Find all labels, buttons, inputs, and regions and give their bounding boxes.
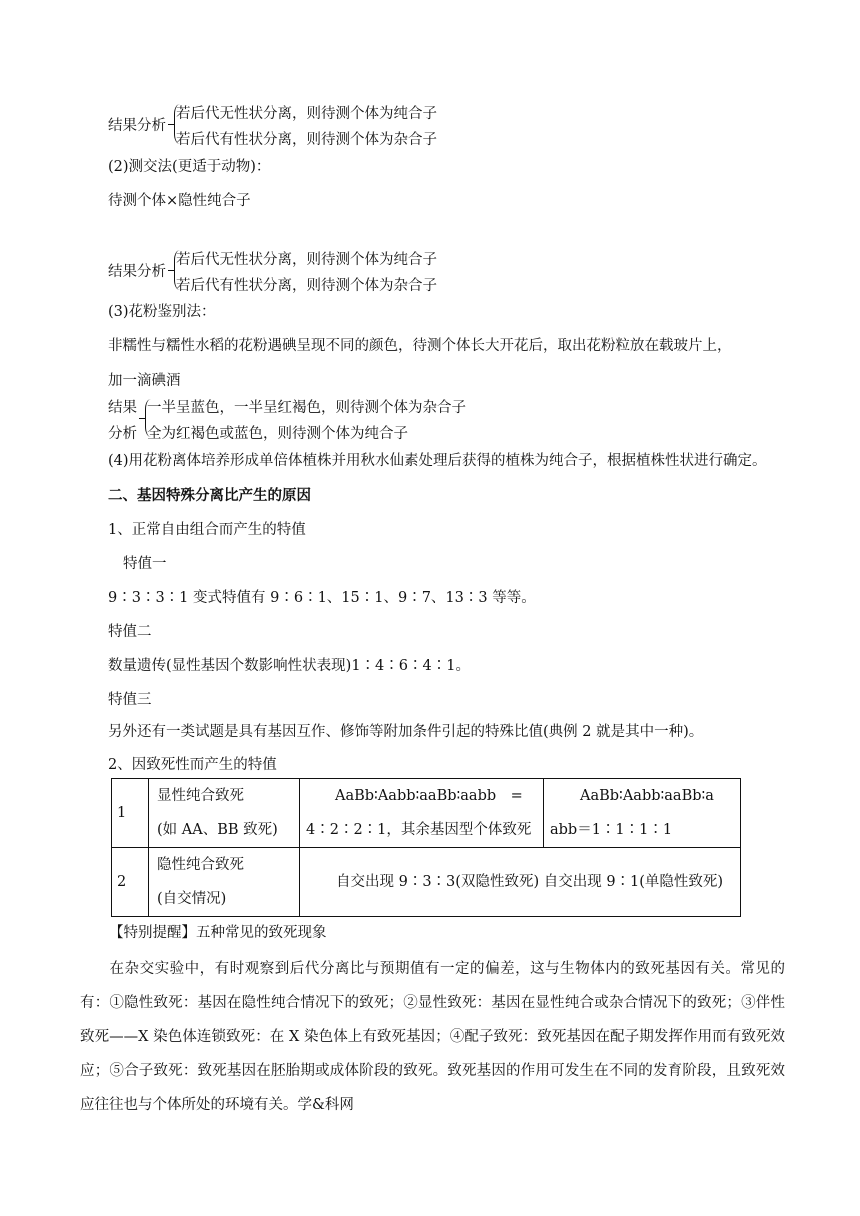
special-value-1-label: 特值一 bbox=[123, 556, 167, 572]
pollen-heading: (3)花粉鉴别法： bbox=[108, 304, 216, 320]
lethal-type: 隐性纯合致死 bbox=[157, 857, 244, 873]
pollen-result-label-top: 结果 bbox=[108, 400, 137, 416]
table-cell-merged bbox=[300, 848, 741, 917]
table-cell-ratio bbox=[300, 779, 544, 848]
special-value-3-label: 特值三 bbox=[108, 692, 152, 708]
selfcross-ratio: 自交出现 9∶3∶3(双隐性致死) 自交出现 9∶1(单隐性致死) bbox=[336, 874, 724, 890]
lethal-table bbox=[111, 778, 741, 917]
pollen-result-hybrid: 一半呈蓝色，一半呈红褐色，则待测个体为杂合子 bbox=[147, 400, 466, 416]
pollen-result-pure: 全为红褐色或蓝色，则待测个体为纯合子 bbox=[147, 426, 408, 442]
result-analysis-label: 结果分析 bbox=[108, 264, 166, 280]
testcross-ratio: AaBb∶Aabb∶aaBb∶a bbox=[580, 788, 714, 804]
section-heading: 二、基因特殊分离比产生的原因 bbox=[108, 488, 311, 504]
ratio-line: AaBb∶Aabb∶aaBb∶aabb = bbox=[335, 788, 523, 804]
result-option-hybrid: 若后代有性状分离，则待测个体为杂合子 bbox=[176, 278, 437, 294]
method-4-text: (4)用花粉离体培养形成单倍体植株并用秋水仙素处理后获得的植株为纯合子，根据植株性状进行确定。 bbox=[108, 453, 767, 469]
result-option-pure: 若后代无性状分离，则待测个体为纯合子 bbox=[176, 252, 437, 268]
result-option-hybrid: 若后代有性状分离，则待测个体为杂合子 bbox=[176, 132, 437, 148]
lethal-type-note: (自交情况) bbox=[157, 891, 227, 907]
special-value-3-text: 另外还有一类试题是具有基因互作、修饰等附加条件引起的特殊比值(典例 2 就是其中一种)。 bbox=[108, 724, 704, 740]
table-row bbox=[112, 779, 741, 848]
subsection-heading: 2、因致死性而产生的特值 bbox=[108, 757, 277, 773]
row-number: 1 bbox=[117, 805, 127, 821]
pollen-description: 非糯性与糯性水稻的花粉遇碘呈现不同的颜色，待测个体长大开花后，取出花粉粒放在载玻片上， bbox=[108, 338, 732, 354]
row-number: 2 bbox=[117, 874, 127, 890]
table-cell-num bbox=[112, 779, 149, 848]
table-cell-type bbox=[149, 848, 300, 917]
testcross-heading: (2)测交法(更适于动物)： bbox=[108, 159, 271, 175]
result-option-pure: 若后代无性状分离，则待测个体为纯合子 bbox=[176, 106, 437, 122]
testcross-formula: 待测个体×隐性纯合子 bbox=[108, 193, 251, 209]
pollen-result-label-bottom: 分析 bbox=[108, 426, 137, 442]
table-cell-num bbox=[112, 848, 149, 917]
tip-paragraph-text: 在杂交实验中，有时观察到后代分离比与预期值有一定的偏差，这与生物体内的致死基因有关。常见的有：①隐性致死：基因在隐性纯合情况下的致死；②显性致死：基因在显性纯合或杂合情况下的致死；③伴性致死——X 染色体连锁致死：在 X 染色体上有致死基因；④配子致死：致死基因在配子期发挥作用而有致死效应；⑤合子致死：致死基因在胚胎期或成体阶段的致死。致死基因的作用可发生在不同的发育阶段，且致死效应往往也与个体所处的环境有关。学&科网 bbox=[80, 961, 785, 1113]
table-cell-testcross bbox=[544, 779, 741, 848]
table-row bbox=[112, 848, 741, 917]
lethal-type: 显性纯合致死 bbox=[157, 788, 244, 804]
subsection-heading: 1、正常自由组合而产生的特值 bbox=[108, 522, 306, 538]
tip-paragraph bbox=[80, 952, 785, 1122]
special-value-2-label: 特值二 bbox=[108, 624, 152, 640]
special-value-1-text: 9∶3∶3∶1 变式特值有 9∶6∶1、15∶1、9∶7、13∶3 等等。 bbox=[108, 590, 536, 606]
result-analysis-label: 结果分析 bbox=[108, 118, 166, 134]
pollen-description-cont: 加一滴碘酒 bbox=[108, 373, 181, 389]
ratio-line-cont: 4∶2∶2∶1，其余基因型个体致死 bbox=[306, 822, 532, 838]
table-cell-type bbox=[149, 779, 300, 848]
tip-heading: 【特别提醒】五种常见的致死现象 bbox=[109, 925, 327, 941]
special-value-2-text: 数量遗传(显性基因个数影响性状表现)1∶4∶6∶4∶1。 bbox=[108, 658, 470, 674]
lethal-type-note: (如 AA、BB 致死) bbox=[157, 822, 278, 838]
testcross-ratio-cont: abb＝1∶1∶1∶1 bbox=[550, 822, 673, 838]
